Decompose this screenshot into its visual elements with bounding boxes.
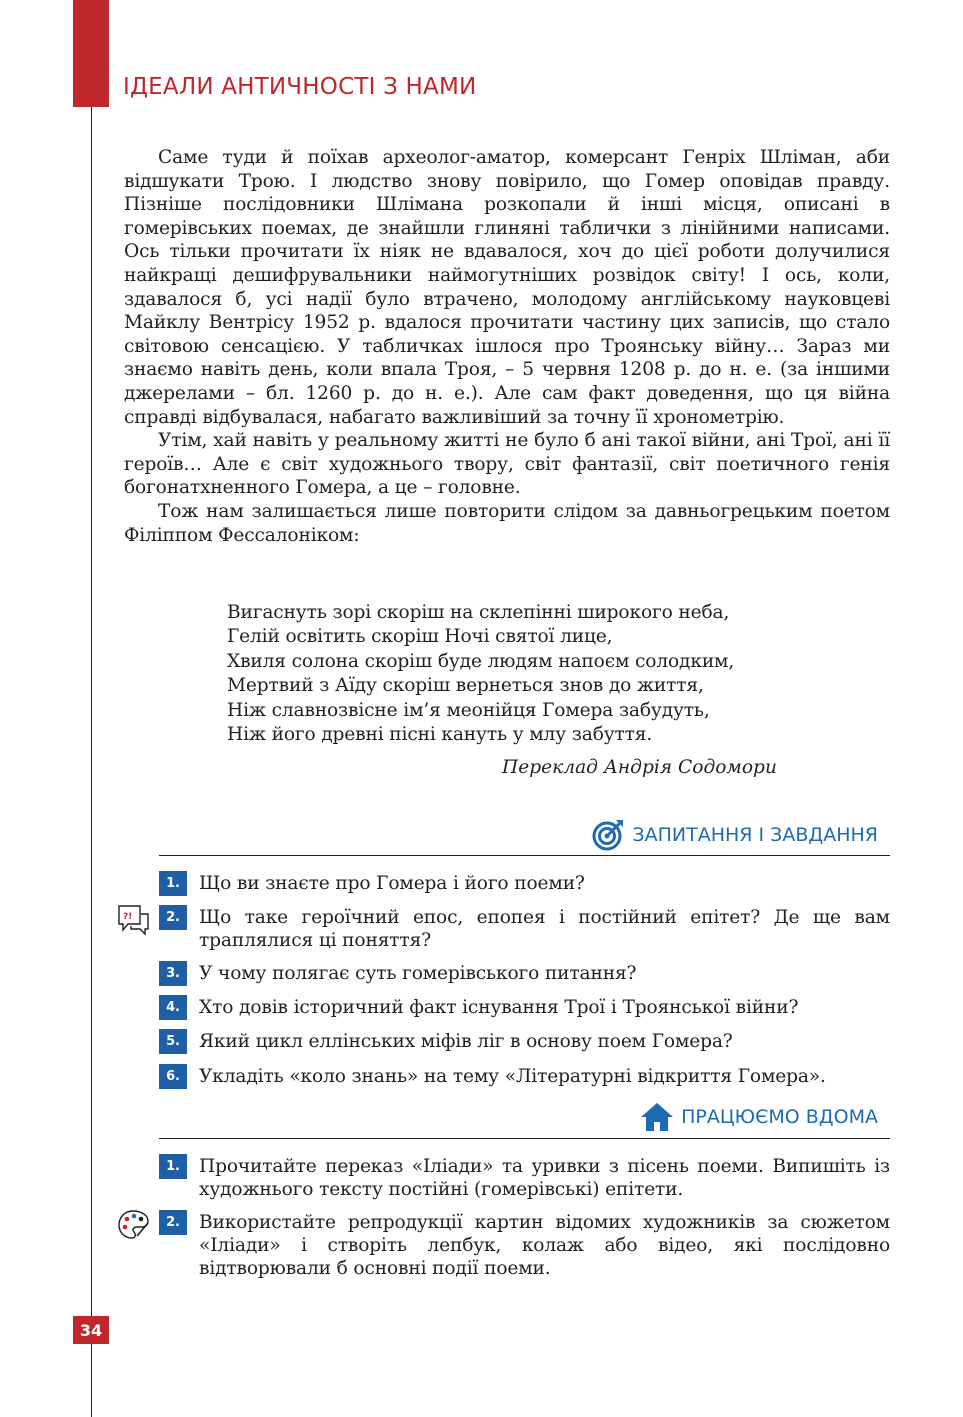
poem-line: Гелій освітить скоріш Ночі святої лице, xyxy=(227,626,613,648)
target-icon xyxy=(591,818,625,852)
question-number: 6. xyxy=(159,1064,187,1089)
main-text xyxy=(124,146,890,547)
homework-title: ПРАЦЮЄМО ВДОМА xyxy=(681,1106,878,1128)
questions-divider xyxy=(159,855,890,856)
paragraph: Саме туди й поїхав археолог-аматор, комерсант Генріх Шліман, аби відшукати Трою. І людство знову повірило, що Гомер оповідав правду. Пізніше послідовники Шлімана розкопали й інші місця, описані в гомерівських поемах, де знайшли глиняні таблички з лінійними написами. Ось тільки прочитати їх ніяк не вдавалося, хоч до цієї роботи долучилися найкращі дешифрувальники наймогутніших розвідок світу! І ось, коли, здавалося б, усі надії було втрачено, молодому англійському науковцеві Майклу Вентрісу 1952 р. вдалося прочитати частину цих записів, що стало світовою сенсацією. У табличках ішлося про Троянську війну… Зараз ми знаємо навіть день, коли впала Троя, – 5 червня 1208 р. до н. е. (за іншими джерелами – бл. 1260 р. до н. е.). Але сам факт доведення, що ця війна справді відбувалася, набагато важливіший за точну її хронометрію. xyxy=(124,147,890,428)
question-text: У чому полягає суть гомерівського питання? xyxy=(199,963,637,984)
discussion-icon-text: ?! xyxy=(123,912,133,922)
homework-divider xyxy=(159,1138,890,1139)
homework-number: 1. xyxy=(159,1154,187,1179)
question-item xyxy=(159,906,890,952)
questions-heading xyxy=(591,818,878,852)
question-number: 3. xyxy=(159,961,187,986)
question-text: Який цикл еллінських міфів ліг в основу поем Гомера? xyxy=(199,1031,733,1052)
home-icon xyxy=(640,1101,674,1133)
question-number: 1. xyxy=(159,871,187,896)
page-number: 34 xyxy=(73,1316,109,1344)
homework-item xyxy=(159,1155,890,1201)
question-item xyxy=(159,962,890,986)
question-number: 5. xyxy=(159,1029,187,1054)
question-text: Що таке героїчний епос, епопея і постійний епітет? Де ще вам траплялися ці поняття? xyxy=(199,907,890,951)
header-red-bar xyxy=(73,0,109,107)
palette-icon xyxy=(117,1208,150,1240)
question-number: 4. xyxy=(159,995,187,1020)
poem-line: Мертвий з Аїду скоріш вернеться знов до життя, xyxy=(227,675,704,697)
poem-line: Хвиля солона скоріш буде людям напоєм солодким, xyxy=(227,650,735,672)
question-text: Укладіть «коло знань» на тему «Літературні відкриття Гомера». xyxy=(199,1066,826,1087)
question-item xyxy=(159,872,890,896)
translator-credit: Переклад Андрія Содомори xyxy=(502,757,777,778)
margin-line xyxy=(91,107,92,1417)
question-text: Хто довів історичний факт існування Трої і Троянської війни? xyxy=(199,997,799,1018)
paragraph: Утім, хай навіть у реальному житті не було б ані такої війни, ані Трої, ані її героїв… Але є світ художнього твору, світ фантазії, світ поетичного генія богонатхненного Гомера, а це – головне. xyxy=(124,430,890,499)
poem xyxy=(227,601,734,747)
homework-text: Використайте репродукції картин відомих художників за сюжетом «Іліади» і створіть лепбук, колаж або відео, які послідовно відтворювали б основні події поеми. xyxy=(199,1212,890,1279)
homework-heading xyxy=(640,1101,878,1133)
question-item xyxy=(159,1030,890,1054)
question-item xyxy=(159,1065,890,1089)
discussion-icon xyxy=(116,903,150,937)
questions-title: ЗАПИТАННЯ І ЗАВДАННЯ xyxy=(632,824,878,846)
paragraph: Тож нам залишається лише повторити слідом за давньогрецьким поетом Філіппом Фессалоніком: xyxy=(124,500,890,546)
homework-text: Прочитайте переказ «Іліади» та уривки з пісень поеми. Випишіть із художнього тексту постійні (гомерівські) епітети. xyxy=(199,1156,890,1200)
poem-line: Вигаснуть зорі скоріш на склепінні широкого неба, xyxy=(227,602,730,623)
homework-item xyxy=(159,1211,890,1280)
poem-line: Ніж його древні пісні кануть у млу забуття. xyxy=(227,724,653,746)
question-number: 2. xyxy=(159,905,187,930)
homework-number: 2. xyxy=(159,1210,187,1235)
page-header-title: ІДЕАЛИ АНТИЧНОСТІ З НАМИ xyxy=(123,74,477,100)
question-text: Що ви знаєте про Гомера і його поеми? xyxy=(199,873,585,894)
question-item xyxy=(159,996,890,1020)
poem-line: Ніж славнозвісне ім’я меонійця Гомера забудуть, xyxy=(227,699,710,721)
